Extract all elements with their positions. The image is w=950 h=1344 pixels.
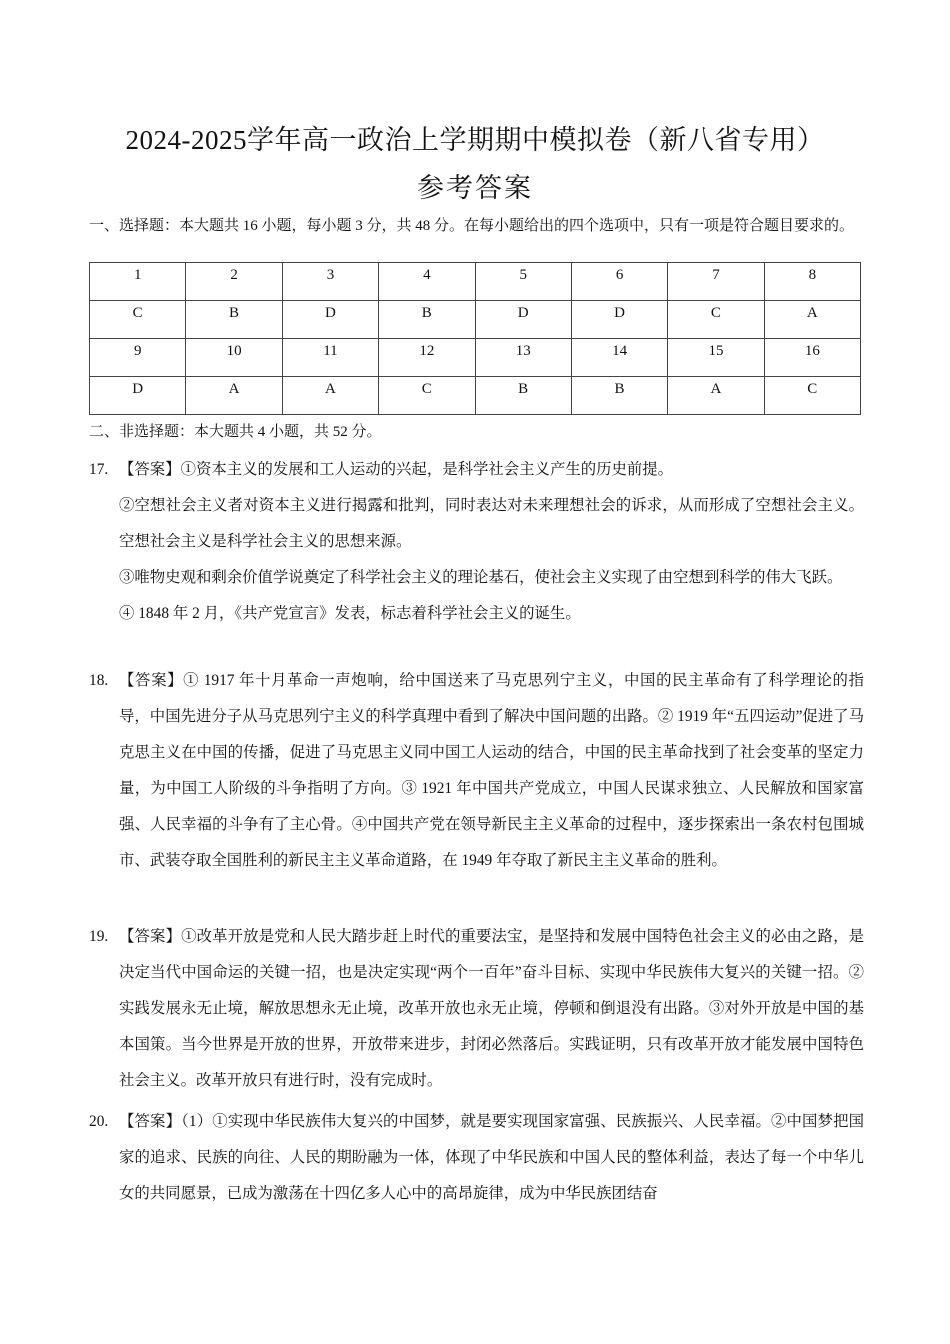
table-cell: 15 bbox=[668, 339, 764, 377]
table-cell: 6 bbox=[571, 263, 667, 301]
question-17 bbox=[89, 452, 864, 632]
table-row bbox=[90, 339, 861, 377]
table-cell: 16 bbox=[764, 339, 860, 377]
question-number: 17. bbox=[89, 461, 109, 478]
answer-paragraph: ④ 1848 年 2 月，《共产党宣言》发表，标志着科学社会主义的诞生。 bbox=[119, 605, 581, 622]
table-cell: 11 bbox=[282, 339, 378, 377]
table-cell: D bbox=[475, 301, 571, 339]
section-2-heading: 二、非选择题：本大题共 4 小题，共 52 分。 bbox=[89, 424, 382, 440]
answer-table bbox=[89, 262, 861, 415]
answer-paragraph: 【答案】（1）①实现中华民族伟大复兴的中国梦，就是要实现国家富强、民族振兴、人民幸福。②中国梦把国家的追求、民族的向往、人民的期盼融为一体，体现了中华民族和中国人民的整体利益，表达了每一个中华儿女的共同愿景，已成为激荡在十四亿多人心中的高昂旋律，成为中华民族团结奋 bbox=[119, 1113, 864, 1202]
table-cell: 9 bbox=[90, 339, 186, 377]
question-number: 20. bbox=[89, 1113, 109, 1130]
question-20 bbox=[89, 1104, 864, 1212]
table-cell: C bbox=[668, 301, 764, 339]
table-cell: 7 bbox=[668, 263, 764, 301]
question-number: 18. bbox=[89, 672, 109, 689]
document-subtitle: 参考答案 bbox=[417, 173, 533, 203]
table-cell: 5 bbox=[475, 263, 571, 301]
table-cell: 14 bbox=[571, 339, 667, 377]
table-cell: 1 bbox=[90, 263, 186, 301]
question-number: 19. bbox=[89, 928, 109, 945]
table-cell: D bbox=[571, 301, 667, 339]
table-cell: D bbox=[282, 301, 378, 339]
table-cell: B bbox=[571, 377, 667, 415]
table-cell: A bbox=[282, 377, 378, 415]
table-cell: 12 bbox=[379, 339, 475, 377]
table-cell: 4 bbox=[379, 263, 475, 301]
table-cell: 2 bbox=[186, 263, 282, 301]
answer-paragraph: ③唯物史观和剩余价值学说奠定了科学社会主义的理论基石，使社会主义实现了由空想到科学的伟大飞跃。 bbox=[119, 569, 843, 586]
table-cell: A bbox=[668, 377, 764, 415]
answer-paragraph: 【答案】①改革开放是党和人民大踏步赶上时代的重要法宝，是坚持和发展中国特色社会主义的必由之路，是决定当代中国命运的关键一招，也是决定实现“两个一百年”奋斗目标、实现中华民族伟大复兴的关键一招。②实践发展永无止境，解放思想永无止境，改革开放也永无止境，停顿和倒退没有出路。③对外开放是中国的基本国策。当今世界是开放的世界，开放带来进步，封闭必然落后。实践证明，只有改革开放才能发展中国特色社会主义。改革开放只有进行时，没有完成时。 bbox=[119, 928, 864, 1089]
table-row bbox=[90, 263, 861, 301]
table-cell: C bbox=[90, 301, 186, 339]
answer-paragraph: ②空想社会主义者对资本主义进行揭露和批判，同时表达对未来理想社会的诉求，从而形成了空想社会主义。空想社会主义是科学社会主义的思想来源。 bbox=[119, 497, 864, 550]
question-19 bbox=[89, 919, 864, 1099]
table-cell: 8 bbox=[764, 263, 860, 301]
table-cell: B bbox=[379, 301, 475, 339]
table-cell: 3 bbox=[282, 263, 378, 301]
table-cell: C bbox=[764, 377, 860, 415]
table-cell: C bbox=[379, 377, 475, 415]
answer-paragraph: 【答案】① 1917 年十月革命一声炮响，给中国送来了马克思列宁主义，中国的民主革命有了科学理论的指导，中国先进分子从马克思列宁主义的科学真理中看到了解决中国问题的出路。② 1919 年“五四运动”促进了马克思主义在中国的传播，促进了马克思主义同中国工人运动的结合，中国的民主革命找到了社会变革的坚定力量，为中国工人阶级的斗争指明了方向。③ 1921 年中国共产党成立，中国人民谋求独立、人民解放和国家富强、人民幸福的斗争有了主心骨。④中国共产党在领导新民主主义革命的过程中，逐步探索出一条农村包围城市、武装夺取全国胜利的新民主主义革命道路，在 1949 年夺取了新民主主义革命的胜利。 bbox=[119, 672, 864, 869]
table-row bbox=[90, 301, 861, 339]
table-cell: 13 bbox=[475, 339, 571, 377]
document-title: 2024-2025学年高一政治上学期期中模拟卷（新八省专用） bbox=[125, 125, 825, 155]
table-cell: D bbox=[90, 377, 186, 415]
table-cell: B bbox=[475, 377, 571, 415]
section-1-heading: 一、选择题：本大题共 16 小题，每小题 3 分，共 48 分。在每小题给出的四个选项中，只有一项是符合题目要求的。 bbox=[89, 218, 855, 234]
answer-paragraph: 【答案】①资本主义的发展和工人运动的兴起，是科学社会主义产生的历史前提。 bbox=[119, 461, 674, 478]
table-cell: A bbox=[186, 377, 282, 415]
table-cell: B bbox=[186, 301, 282, 339]
table-row bbox=[90, 377, 861, 415]
question-18 bbox=[89, 663, 864, 879]
table-cell: 10 bbox=[186, 339, 282, 377]
table-cell: A bbox=[764, 301, 860, 339]
